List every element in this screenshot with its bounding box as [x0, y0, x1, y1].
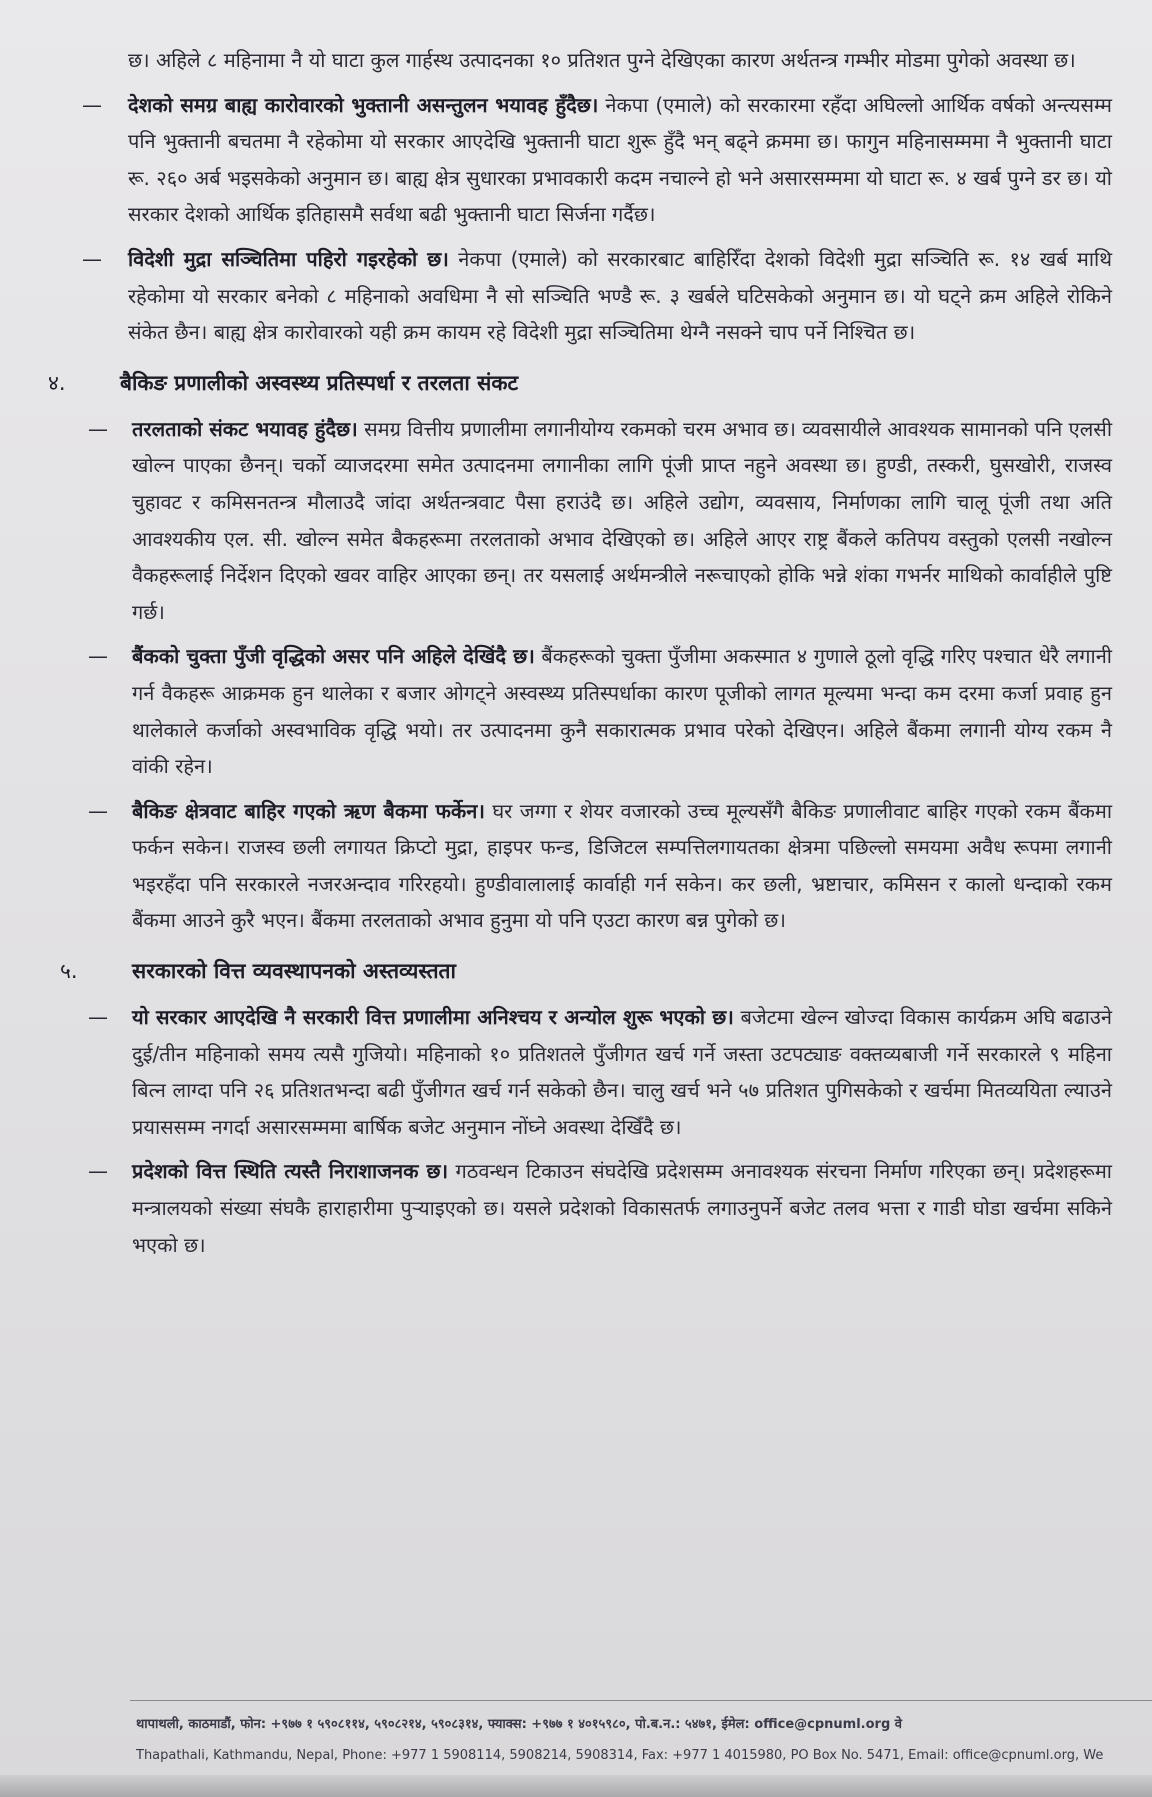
- bullet-forex-reserves: [82, 241, 1112, 351]
- bullet-govt-finance-uncertainty: [88, 999, 1112, 1145]
- page-bottom-edge: [0, 1775, 1152, 1797]
- bullet-heading: बैकिङ क्षेत्रवाट बाहिर गएको ऋण बैकमा फर्केन।: [132, 798, 485, 823]
- section-number: ५.: [60, 959, 78, 984]
- bullet-dash: —: [88, 1159, 108, 1184]
- bullet-dash: —: [82, 246, 102, 271]
- bullet-dash: —: [88, 644, 108, 669]
- bullet-heading: देशको समग्र बाह्य कारोवारको भुक्तानी असन्तुलन भयावह हुँदैछ।: [128, 92, 599, 117]
- bullet-heading: यो सरकार आएदेखि नै सरकारी वित्त प्रणालीमा अनिश्चय र अन्योल शुरू भएको छ।: [132, 1005, 734, 1030]
- bullet-text: बजेटमा खेल्न खोज्दा विकास कार्यक्रम अघि बढाउने दुई/तीन महिनाको समय त्यसै गुजियो। महिनाको १० प्रतिशतले पुँजीगत खर्च गर्ने जस्ता उटपट्याङ वक्तव्यबाजी गर्ने सरकारले ९ महिना बित्न लाग्दा पनि २६ प्रतिशतभन्दा बढी पुँजीगत खर्च गर्न सकेको छैन। चालु खर्च भने ५७ प्रतिशत पुगिसकेको र खर्चमा मितव्ययिता ल्याउने प्रयाससम्म नगर्दा असारसम्ममा बार्षिक बजेट अनुमान नोंघ्ने अवस्था देखिँदै छ।: [132, 1005, 1112, 1139]
- bullet-liquidity-crisis: [88, 411, 1113, 631]
- bullet-dash: —: [88, 798, 108, 823]
- bullet-province-finance: [88, 1153, 1112, 1263]
- footer-address-english: Thapathali, Kathmandu, Nepal, Phone: +977 1 5908114, 5908214, 5908314, Fax: +977 1 4015980, PO Box No. 5471, Email: office@cpnuml.org, We: [136, 1748, 1104, 1763]
- intro-paragraph: छ। अहिले ८ महिनामा नै यो घाटा कुल गार्हस्थ उत्पादनका १० प्रतिशत पुग्ने देखिएका कारण अर्थतन्त्र गम्भीर मोडमा पुगेको अवस्था छ।: [128, 48, 1076, 72]
- bullet-dash: —: [82, 92, 102, 117]
- bullet-text: घर जग्गा र शेयर वजारको उच्च मूल्यसँगै बैकिङ प्रणालीवाट बाहिर गएको रकम बैंकमा फर्कन सकेन। राजस्व छली लगायत क्रिप्टो मुद्रा, हाइपर फन्ड, डिजिटल सम्पत्तिलगायतका क्षेत्रमा पछिल्लो समयमा अवैध रूपमा लगानी भइरहँदा पनि सरकारले नजरअन्दाव गरिरहयो। हुण्डीवालालाई कार्वाही गर्न सकेन। कर छली, भ्रष्टाचार, कमिसन र कालो धन्दाको रकम बैंकमा आउने कुरै भएन। बैंकमा तरलताको अभाव हुनुमा यो पनि एउटा कारण बन्न पुगेको छ।: [132, 798, 1112, 933]
- bullet-dash: —: [88, 1005, 108, 1030]
- bullet-heading: प्रदेशको वित्त स्थिति त्यस्तै निराशाजनक छ।: [132, 1159, 449, 1184]
- section-title: सरकारको वित्त व्यवस्थापनको अस्तव्यस्तता: [132, 959, 456, 984]
- bullet-text: गठवन्धन टिकाउन संघदेखि प्रदेशसम्म अनावश्यक संरचना निर्माण गरिएका छन्। प्रदेशहरूमा मन्त्रालयको संख्या संघकै हाराहारीमा पुऱ्याइएको छ। यसले प्रदेशको विकासतर्फ लगाउनुपर्ने बजेट तलव भत्ता र गाडी घोडा खर्चमा सकिने भएको छ।: [132, 1159, 1112, 1257]
- bullet-text: समग्र वित्तीय प्रणालीमा लगानीयोग्य रकमको चरम अभाव छ। व्यवसायीले आवश्यक सामानको पनि एलसी खोल्न पाएका छैनन्। चर्को व्याजदरमा समेत उत्पादनमा लगानीका लागि पूंजी प्राप्त नहुने अवस्था छ। हुण्डी, तस्करी, घुसखोरी, राजस्व चुहावट र कमिसनतन्त्र मौलाउदै जांदा अर्थतन्त्रवाट पैसा हराउंदै छ। अहिले उद्योग, व्यवसाय, निर्माणका लागि चालू पूंजी तथा अति आवश्यकीय एल. सी. खोल्न समेत बैकहरूमा तरलताको अभाव देखिएको छ। अहिले आएर राष्ट्र बैंकले कतिपय वस्तुको एलसी नखोल्न वैकहरूलाई निर्देशन दिएको खवर वाहिर आएका छन्। तर यसलाई अर्थमन्त्रीले नरूचाएको होकि भन्ने शंका गभर्नर माथिको कार्वाहीले पुष्टि गर्छ।: [132, 416, 1113, 624]
- document-body: [48, 42, 1113, 1263]
- section-4-heading: [48, 363, 1112, 403]
- bullet-text: नेकपा (एमाले) को सरकारबाट बाहिरिँदा देशको विदेशी मुद्रा सञ्चिति रू. १४ खर्ब माथि रहेकोमा यो सरकार बनेको ८ महिनाको अवधिमा नै सो सञ्चिति भण्डै रू. ३ खर्बले घटिसकेको अनुमान छ। यो घट्ने क्रम अहिले रोकिने संकेत छैन। बाह्य क्षेत्र कारोवारको यही क्रम कायम रहे विदेशी मुद्रा सञ्चितिमा थेग्नै नसक्ने चाप पर्ने निश्चित छ।: [128, 246, 1112, 345]
- section-number: ४.: [48, 370, 66, 395]
- bullet-text: नेकपा (एमाले) को सरकारमा रहँदा अघिल्लो आर्थिक वर्षको अन्त्यसम्म पनि भुक्तानी बचतमा नै रहेकोमा यो सरकार आएदेखि भुक्तानी घाटा शुरू हुँदै भन् बढ्ने क्रममा छ। फागुन महिनासम्ममा नै भुक्तानी घाटा रू. २६० अर्ब भइसकेको अनुमान छ। बाह्य क्षेत्र सुधारका प्रभावकारी कदम नचाल्ने हो भने असारसम्ममा यो घाटा रू. ४ खर्ब पुग्ने डर छ। यो सरकार देशको आर्थिक इतिहासमै सर्वथा बढी भुक्तानी घाटा सिर्जना गर्दैछ।: [128, 92, 1112, 227]
- bullet-paidup-capital: [88, 638, 1112, 784]
- bullet-text: बैंकहरूको चुक्ता पुँजीमा अकस्मात ४ गुणाले ठूलो वृद्धि गरिए पश्चात धेरै लगानी गर्न वैकहरू आक्रमक हुन थालेका र बजार ओगट्ने अस्वस्थ्य प्रतिस्पर्धाका कारण पूजीको लागत मूल्यमा भन्दा कम दरमा कर्जा प्रवाह हुन थालेकाले कर्जाको अस्वभाविक वृद्धि भयो। तर उत्पादनमा कुनै सकारात्मक प्रभाव परेको देखिएन। अहिले बैंकमा लगानी योग्य रकम नै वांकी रहेन।: [132, 644, 1112, 779]
- section-title: बैकिङ प्रणालीको अस्वस्थ्य प्रतिस्पर्धा र तरलता संकट: [120, 370, 519, 395]
- bullet-heading: तरलताको संकट भयावह हुंदैछ।: [132, 416, 358, 441]
- bullet-heading: बैंकको चुक्ता पुँजी वृद्धिको असर पनि अहिले देखिंदै छ।: [132, 644, 535, 669]
- footer-divider: [130, 1700, 1152, 1701]
- section-5-heading: [60, 951, 1112, 991]
- bullet-loan-outflow: [88, 793, 1112, 939]
- bullet-heading: विदेशी मुद्रा सञ्चितिमा पहिरो गइरहेको छ।: [128, 246, 449, 271]
- footer-address-nepali: थापाथली, काठमाडौं, फोन: +९७७ १ ५९०८११४, ५९०८२१४, ५९०८३१४, फ्याक्स: +९७७ १ ४०१५९८०, पो.ब.न.: ५४७१, ईमेल: office@cpnuml.org वे: [136, 1717, 903, 1732]
- bullet-payment-imbalance: [82, 87, 1112, 233]
- bullet-dash: —: [88, 416, 108, 441]
